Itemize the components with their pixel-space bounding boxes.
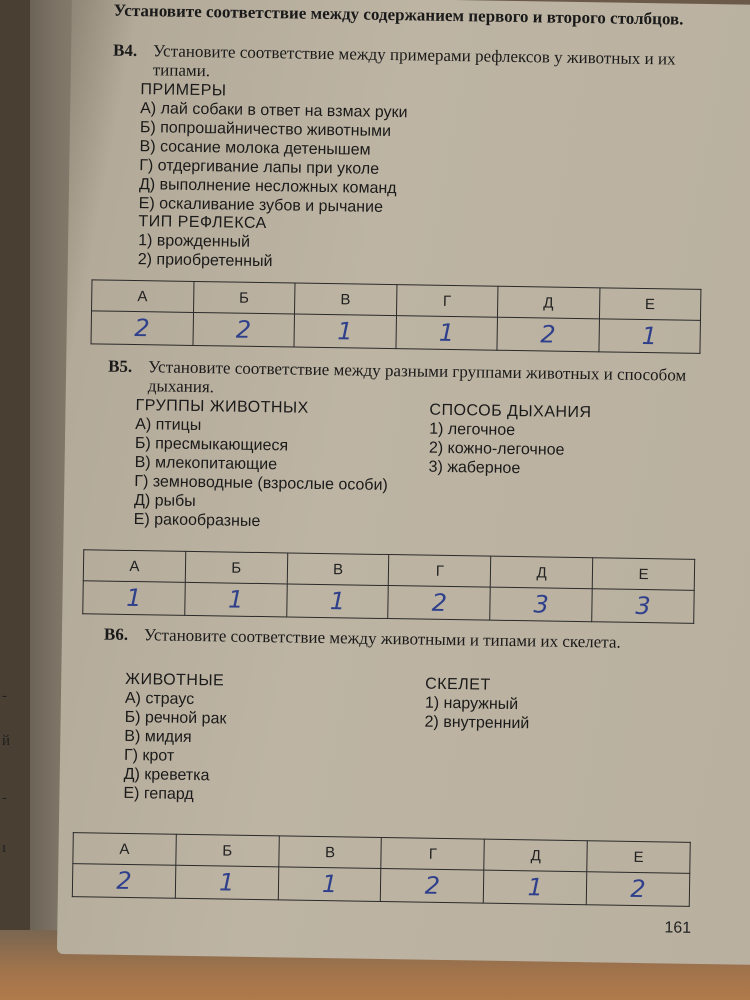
answer-table-b5 [82, 549, 695, 624]
column-title: СПОСОБ ДЫХАНИЯ [429, 401, 592, 422]
handwritten-answer-cell[interactable]: 1 [484, 870, 587, 905]
handwritten-answer-cell[interactable]: 1 [294, 314, 396, 349]
list-item: 1) врожденный [138, 232, 251, 251]
list-item: Д) выполнение несложных команд [138, 176, 397, 198]
letter-cell: Г [381, 837, 484, 870]
handwritten-answer-cell[interactable]: 2 [72, 864, 175, 899]
b4-examples [139, 81, 408, 217]
section-header: Установите соответствие между содержанием первого и второго столбцов. [113, 0, 684, 29]
skeleton-list [424, 694, 529, 734]
list-item: А) лай собаки в ответ на взмах руки [140, 100, 408, 122]
handwritten-answer-cell[interactable]: 1 [175, 865, 278, 900]
list-item: 2) кожно-легочное [428, 439, 565, 459]
list-item: В) млекопитающие [134, 454, 278, 474]
answer-table-b4 [90, 279, 701, 354]
list-item: Е) ракообразные [133, 511, 261, 531]
handwritten-answer-cell[interactable]: 2 [497, 317, 599, 352]
list-item: Г) земноводные (взрослые особи) [134, 473, 388, 495]
task-text: Установите соответствие между примерами рефлексов у животных и их типами. [152, 41, 676, 81]
handwritten-answer-cell[interactable]: 2 [91, 311, 193, 346]
letter-cell: А [83, 550, 185, 583]
list-item: 1) наружный [424, 694, 519, 714]
task-text: Установите соответствие между разными группами животных и способом дыхания. [147, 357, 687, 397]
handwritten-answer-cell[interactable]: 1 [278, 867, 381, 902]
column-title: ГРУППЫ ЖИВОТНЫХ [135, 397, 309, 417]
letter-cell: Г [396, 285, 498, 318]
handwritten-answer-cell[interactable]: 1 [286, 584, 388, 619]
handwritten-answer-cell[interactable]: 2 [388, 586, 490, 621]
list-item: В) сосание молока детенышем [139, 138, 371, 159]
list-item: Е) гепард [123, 784, 194, 804]
column-title: СКЕЛЕТ [425, 675, 491, 694]
examples-list [139, 99, 408, 217]
b6-animals [123, 671, 227, 805]
letter-cell: Д [484, 839, 587, 872]
list-item: Г) крот [123, 746, 175, 765]
handwritten-answer-cell[interactable]: 2 [192, 312, 294, 347]
b5-groups [134, 397, 390, 533]
task-b5 [108, 356, 728, 531]
task-label: В6. [103, 624, 129, 644]
breathing-list [428, 420, 591, 480]
list-item: Б) пресмыкающиеся [134, 435, 289, 455]
b5-breathing [428, 402, 591, 480]
workbook-page [57, 0, 750, 965]
list-item: 3) жаберное [428, 458, 521, 478]
handwritten-answer-cell[interactable]: 3 [490, 587, 592, 622]
letter-cell: В [278, 836, 381, 869]
letter-cell: Б [185, 551, 287, 584]
letter-cell: Д [497, 286, 599, 319]
list-item: 2) внутренний [424, 713, 530, 733]
letter-cell: В [287, 553, 389, 586]
handwritten-answer-cell[interactable]: 3 [592, 589, 694, 624]
list-item: Б) речной рак [124, 708, 227, 728]
letter-cell: Г [389, 555, 491, 588]
letter-cell: Е [599, 288, 701, 321]
letter-cell: А [92, 280, 194, 313]
letter-cell: В [295, 283, 397, 316]
left-fragment: - [2, 688, 7, 704]
left-fragment: й [2, 733, 11, 749]
list-item: А) птицы [135, 416, 202, 435]
list-item: Б) попрошайничество животными [139, 119, 392, 141]
animals-list [123, 689, 227, 805]
handwritten-answer-cell[interactable]: 2 [586, 872, 689, 907]
handwritten-answer-cell[interactable]: 2 [381, 868, 484, 903]
column-title: ТИП РЕФЛЕКСА [138, 213, 267, 233]
task-b4 [112, 40, 733, 271]
page-content [103, 0, 734, 937]
b4-types [138, 213, 274, 271]
letter-cell: А [73, 833, 176, 866]
letter-cell: Е [592, 558, 694, 591]
letter-cell: Е [587, 841, 690, 874]
handwritten-answer-cell[interactable]: 1 [185, 582, 287, 617]
page-number: 161 [664, 919, 692, 937]
letter-cell: Б [176, 834, 279, 867]
task-label: В4. [112, 40, 138, 61]
column-title: ЖИВОТНЫЕ [125, 670, 225, 690]
list-item: Д) рыбы [133, 492, 196, 511]
b6-skeleton [424, 676, 530, 734]
task-label: В5. [108, 356, 133, 376]
answer-table-b6 [72, 832, 691, 907]
list-item: 2) приобретенный [137, 251, 273, 271]
types-list [138, 231, 273, 271]
list-item: Г) отдергивание лапы при уколе [139, 157, 380, 178]
list-item: А) страус [124, 689, 195, 709]
handwritten-answer-cell[interactable]: 1 [395, 316, 497, 351]
list-item: Е) оскаливание зубов и рычание [138, 195, 384, 216]
list-item: Д) креветка [123, 765, 210, 785]
list-item: В) мидия [124, 727, 192, 746]
letter-cell: Б [193, 281, 295, 314]
task-b6 [103, 624, 724, 804]
handwritten-answer-cell[interactable]: 1 [83, 581, 185, 616]
groups-list [134, 415, 389, 533]
task-text: Установите соответствие между животными и типами их скелета. [143, 625, 621, 652]
left-fragment: ı [2, 840, 7, 856]
letter-cell: Д [491, 556, 593, 589]
column-title: ПРИМЕРЫ [140, 81, 227, 100]
left-fragment: - [2, 790, 7, 806]
list-item: 1) легочное [429, 420, 516, 440]
handwritten-answer-cell[interactable]: 1 [598, 319, 700, 354]
